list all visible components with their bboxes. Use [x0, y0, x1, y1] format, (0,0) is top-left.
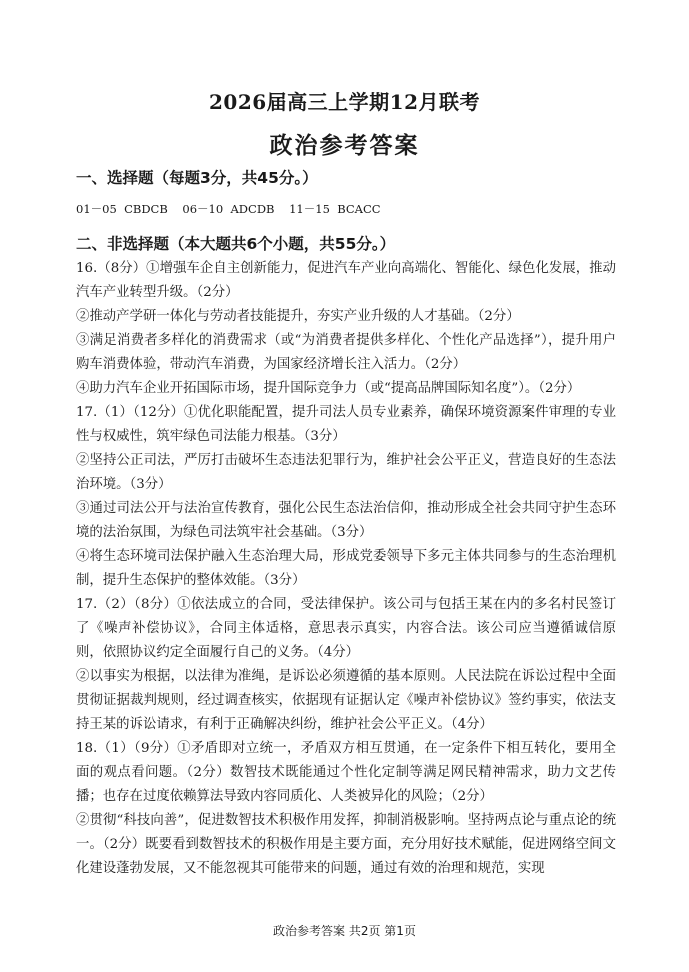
answer-body	[76, 257, 616, 881]
answer-paragraph: 17.（2）（8分）①依法成立的合同，受法律保护。该公司与包括王某在内的多名村民签订了《噪声补偿协议》，合同主体适格，意思表示真实，内容合法。该公司应当遵循诚信原则，依照协议约定全面履行自己的义务。（4分）	[76, 597, 616, 660]
answer-paragraph: ④助力汽车企业开拓国际市场，提升国际竞争力（或“提高品牌国际知名度”）。（2分）	[76, 381, 581, 396]
multiple-choice-answers: 01－05 CBDCB 06－10 ADCDB 11－15 BCACC	[76, 202, 381, 216]
answer-paragraph: ③满足消费者多样化的消费需求（或“为消费者提供多样化、个性化产品选择”），提升用户购车消费体验，带动汽车消费，为国家经济增长注入活力。（2分）	[76, 333, 616, 372]
answer-paragraph: ③通过司法公开与法治宣传教育，强化公民生态法治信仰，推动形成全社会共同守护生态环境的法治氛围，为绿色司法筑牢社会基础。（3分）	[76, 501, 616, 540]
page-footer: 政治参考答案 共2页 第1页	[273, 924, 416, 938]
answer-paragraph: ④将生态环境司法保护融入生态治理大局，形成党委领导下多元主体共同参与的生态治理机制，提升生态保护的整体效能。（3分）	[76, 549, 616, 588]
answer-paragraph: 18.（1）（9分）①矛盾即对立统一，矛盾双方相互贯通，在一定条件下相互转化，要用全面的观点看问题。（2分）数智技术既能通过个性化定制等满足网民精神需求，助力文艺传播；也存在过度依赖算法导致内容同质化、人类被异化的风险；（2分）	[76, 741, 616, 804]
answer-paragraph: 16.（8分）①增强车企自主创新能力，促进汽车产业向高端化、智能化、绿色化发展，推动汽车产业转型升级。（2分）	[76, 261, 616, 300]
section-multiple-choice-heading: 一、选择题（每题3分，共45分。）	[76, 169, 318, 187]
answer-paragraph: ②坚持公正司法，严厉打击破坏生态违法犯罪行为，维护社会公平正义，营造良好的生态法治环境。（3分）	[76, 453, 616, 492]
answer-key-title: 政治参考答案	[269, 132, 420, 159]
answer-paragraph: ②以事实为根据，以法律为准绳，是诉讼必须遵循的基本原则。人民法院在诉讼过程中全面贯彻证据裁判规则，经过调查核实，依据现有证据认定《噪声补偿协议》签约事实，依法支持王某的诉讼请求，有利于正确解决纠纷，维护社会公平正义。（4分）	[76, 669, 616, 732]
exam-title: 2026届高三上学期12月联考	[209, 90, 480, 114]
answer-paragraph: ②推动产学研一体化与劳动者技能提升，夯实产业升级的人才基础。（2分）	[76, 309, 520, 324]
section-non-choice-heading: 二、非选择题（本大题共6个小题，共55分。）	[76, 235, 396, 253]
answer-paragraph: 17.（1）（12分）①优化职能配置，提升司法人员专业素养，确保环境资源案件审理的专业性与权威性，筑牢绿色司法能力根基。（3分）	[76, 405, 616, 444]
answer-paragraph: ②贯彻“科技向善”，促进数智技术积极作用发挥，抑制消极影响。坚持两点论与重点论的统一。（2分）既要看到数智技术的积极作用是主要方面，充分用好技术赋能，促进网络空间文化建设蓬勃发展，又不能忽视其可能带来的问题，通过有效的治理和规范，实现	[76, 813, 616, 876]
